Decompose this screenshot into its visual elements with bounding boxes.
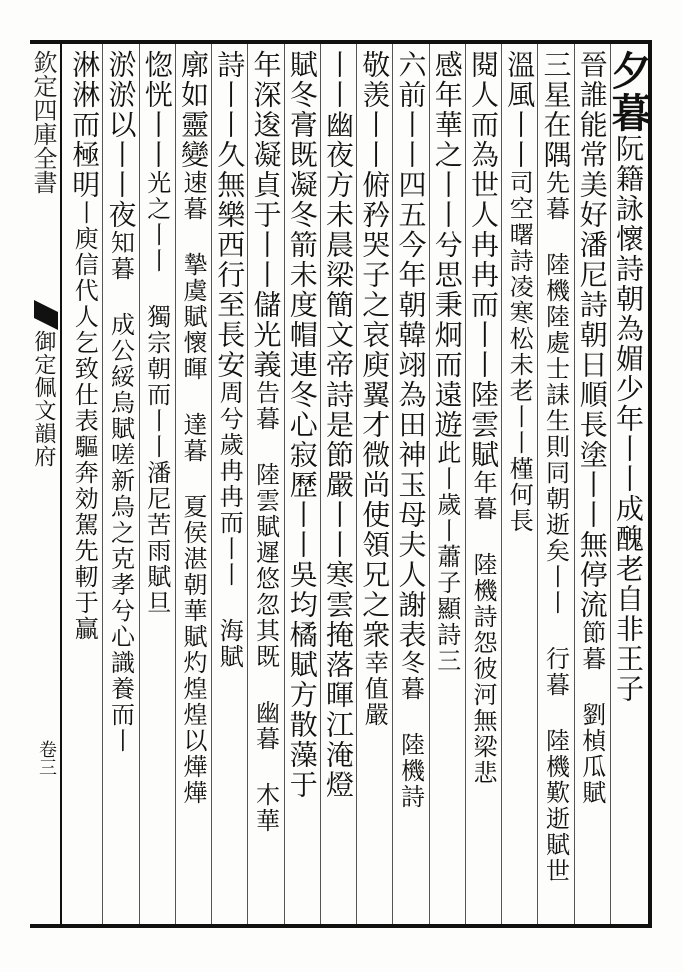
text-column	[102, 50, 138, 910]
column-text: 廓如靈變	[177, 50, 210, 170]
column-text: 三星在隅	[539, 50, 573, 170]
text-column	[392, 50, 428, 910]
column-tail-text: 周兮歲冉冉而丨丨 海賦	[215, 380, 244, 670]
column-tail-text: 先暮 陸機陸處士誄生則同朝逝矣丨丨 行暮 陸機歎逝賦世	[541, 170, 570, 884]
text-column	[465, 50, 501, 910]
column-tail-text: 幸值嚴	[360, 650, 389, 728]
column-text: 溫風丨丨	[503, 50, 537, 170]
column-tail-text: 節暮 劉楨瓜賦	[577, 620, 606, 806]
column-tail-text: 年暮 陸機詩怨彼河無梁悲	[469, 470, 497, 786]
column-text: 閱人而為世人冉冉而丨丨陸雲賦	[467, 50, 500, 470]
column-text: 敬羡丨丨俯矜哭子之哀庾翼才微尚使領兄之衆	[358, 50, 392, 650]
text-column	[574, 50, 610, 910]
text-column	[537, 50, 573, 910]
text-column	[320, 50, 356, 910]
text-column	[429, 50, 465, 910]
column-tail-text: 速暮 摯虞賦懷暉 達暮 夏侯湛朝華賦灼煌煌以燁燁	[179, 170, 207, 806]
column-tail-text: 司空曙詩凌寒松未老丨丨槿何長	[505, 170, 534, 534]
text-column	[605, 50, 652, 910]
column-tail-text: 光之丨丨 獨宗朝而丨丨潘尼苦雨賦旦	[142, 170, 171, 616]
text-column	[247, 50, 283, 910]
text-column	[175, 50, 211, 910]
text-column	[211, 50, 247, 910]
text-column	[66, 50, 102, 910]
text-column	[356, 50, 392, 910]
column-text: 賦冬膏既凝冬箭未度帽連冬心寂歷丨丨吳均橘賦方散藻于	[285, 50, 319, 800]
column-tail-text: 此丨歲丨蕭子顯詩三	[432, 440, 461, 674]
text-column	[139, 50, 175, 910]
column-text: 淋淋而極明	[68, 50, 102, 200]
column-text: 年深逡凝貞于丨丨儲光義	[249, 50, 283, 380]
text-column	[501, 50, 537, 910]
column-text: 淤淤以丨丨夜	[104, 50, 138, 230]
top-border	[30, 40, 652, 44]
entry-heading: 夕暮	[605, 50, 652, 134]
text-column	[284, 50, 320, 910]
right-border	[648, 40, 652, 928]
column-tail-text: 丨庾信代人乞致仕表驅奔効駕先軔于贏	[70, 200, 99, 642]
column-text: 惚恍丨丨	[140, 50, 174, 170]
margin-book-title: 御定佩文韻府	[31, 330, 56, 468]
center-fold-line	[60, 40, 62, 928]
column-text: 阮籍詠懷詩朝為媚少年丨丨成醜老自非王子	[612, 134, 645, 704]
column-tail-text: 知暮 成公綏烏賦嗟新烏之克孝兮心識養而丨	[106, 230, 135, 754]
column-text: 詩丨丨久無樂西行至長安	[213, 50, 247, 380]
column-text: 丨丨幽夜方未晨梁簡文帝詩是節嚴丨丨寒雲掩落暉江淹燈	[322, 50, 355, 800]
column-text: 感年華之丨丨兮思秉炯而遠遊	[430, 50, 464, 440]
column-text: 晉誰能常美好潘尼詩朝日順長塗丨丨無停流	[575, 50, 609, 620]
folio-number: 卷三	[36, 740, 57, 776]
margin-collection-title: 欽定四庫全書	[29, 50, 57, 194]
bottom-border	[30, 924, 652, 928]
column-tail-text: 告暮 陸雲賦遲悠忽其既 幽暮 木華	[251, 380, 280, 834]
column-tail-text: 冬暮 陸機詩	[396, 650, 425, 810]
fishtail-mark	[34, 300, 58, 330]
column-text: 六前丨丨四五今年朝韓翊為田神玉母夫人謝表	[394, 50, 428, 650]
